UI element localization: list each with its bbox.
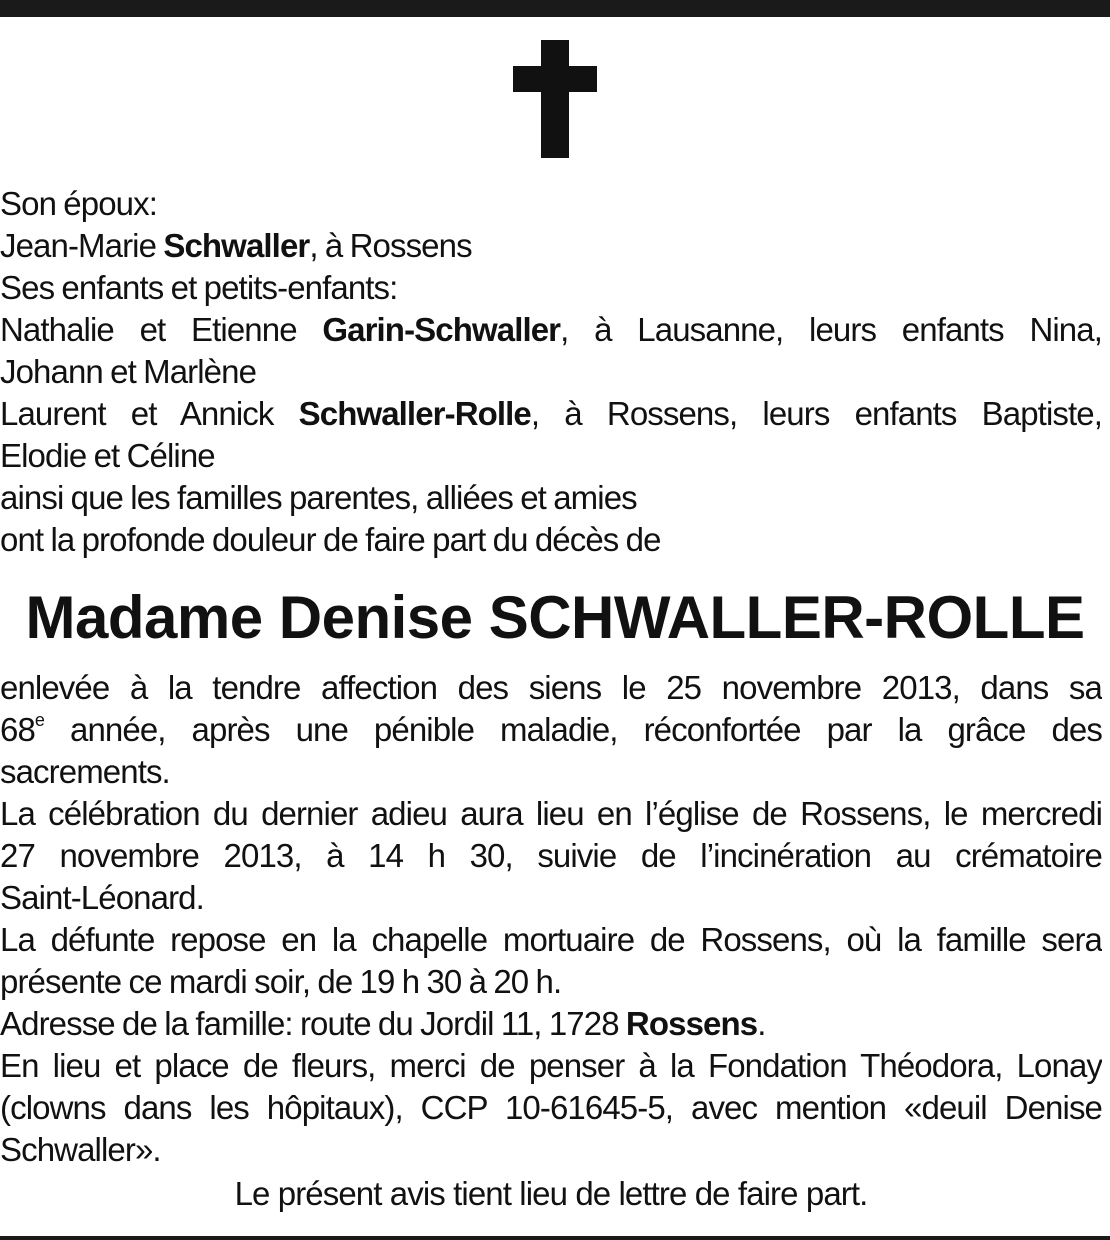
spouse-heading: Son époux:	[0, 185, 157, 222]
p2-line-2: 27 novembre 2013, à 14 h 30, suivie de l’incinération au crématoire	[0, 837, 1102, 874]
p1-line-2: 68e année, après une pénible maladie, réconfortée par la grâce des	[0, 710, 1102, 748]
announce-line: ont la profonde douleur de faire part du décès de	[0, 521, 661, 558]
bottom-rule	[0, 1236, 1110, 1240]
families-line: ainsi que les familles parentes, alliées et amies	[0, 479, 637, 516]
p3-line-1: La défunte repose en la chapelle mortuaire de Rossens, où la famille sera	[0, 921, 1102, 958]
spouse-line: Jean-Marie Schwaller, à Rossens	[0, 227, 472, 264]
p1-line-3: sacrements.	[0, 753, 170, 790]
top-rule	[0, 0, 1110, 17]
child2-line-2: Elodie et Céline	[0, 437, 215, 474]
address-line: Adresse de la famille: route du Jordil 11, 1728 Rossens.	[0, 1005, 766, 1042]
latin-cross-icon	[513, 40, 597, 160]
child1-line-2: Johann et Marlène	[0, 353, 257, 390]
p5-line-2: (clowns dans les hôpitaux), CCP 10-61645-5, avec mention «deuil Denise	[0, 1089, 1102, 1126]
p2-line-3: Saint-Léonard.	[0, 879, 204, 916]
child2-line: Laurent et Annick Schwaller-Rolle, à Rossens, leurs enfants Baptiste,	[0, 395, 1102, 432]
details-block	[0, 667, 1102, 1171]
family-block	[0, 183, 1102, 561]
p5-line-1: En lieu et place de fleurs, merci de penser à la Fondation Théodora, Lonay	[0, 1047, 1102, 1084]
child1-line: Nathalie et Etienne Garin-Schwaller, à Lausanne, leurs enfants Nina,	[0, 311, 1102, 348]
children-heading: Ses enfants et petits-enfants:	[0, 269, 398, 306]
p2-line-1: La célébration du dernier adieu aura lieu en l’église de Rossens, le mercredi	[0, 795, 1102, 832]
closing-line: Le présent avis tient lieu de lettre de faire part.	[234, 1175, 868, 1212]
deceased-name: Madame Denise SCHWALLER-ROLLE	[25, 584, 1085, 651]
p1-line-1: enlevée à la tendre affection des siens le 25 novembre 2013, dans sa	[0, 669, 1102, 706]
p5-line-3: Schwaller».	[0, 1131, 161, 1168]
p3-line-2: présente ce mardi soir, de 19 h 30 à 20 h.	[0, 963, 562, 1000]
